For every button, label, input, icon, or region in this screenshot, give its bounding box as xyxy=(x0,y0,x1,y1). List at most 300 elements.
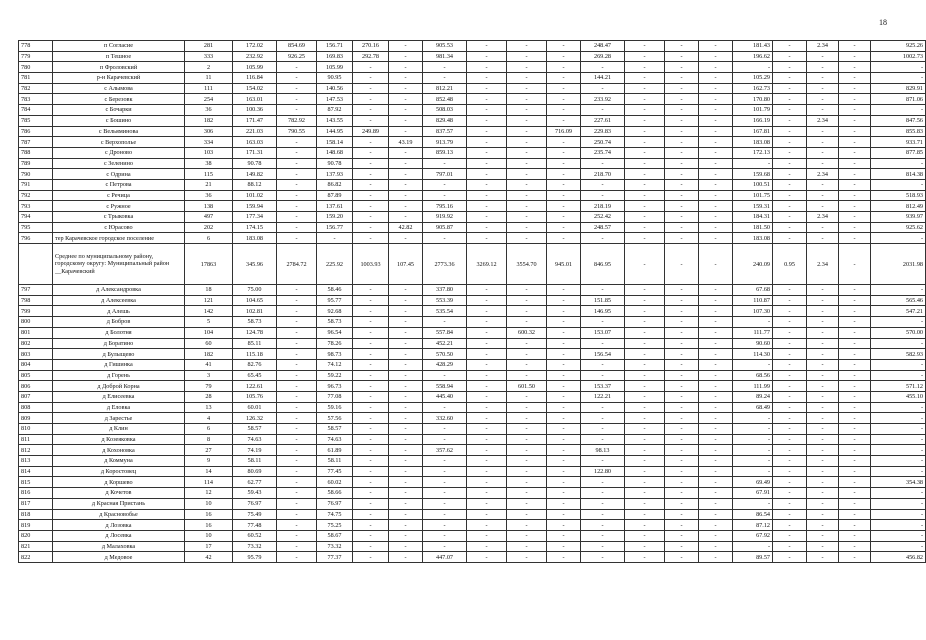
value-cell: - xyxy=(699,94,733,105)
value-cell: 167.81 xyxy=(733,126,773,137)
value-cell: - xyxy=(773,338,807,349)
value-cell: - xyxy=(625,233,665,244)
value-cell: 269.28 xyxy=(581,51,625,62)
value-cell: - xyxy=(807,530,839,541)
value-cell: - xyxy=(277,73,317,84)
table-row xyxy=(19,445,926,456)
value-cell: - xyxy=(389,530,423,541)
table-row xyxy=(19,370,926,381)
table-row xyxy=(19,509,926,520)
value-cell: - xyxy=(625,434,665,445)
value-cell: 790.55 xyxy=(277,126,317,137)
value-cell: - xyxy=(773,349,807,360)
value-cell: 142 xyxy=(185,306,233,317)
locality-name-cell: с Юрасово xyxy=(53,222,185,233)
value-cell: 121 xyxy=(185,295,233,306)
value-cell: - xyxy=(699,295,733,306)
value-cell: - xyxy=(547,137,581,148)
value-cell: - xyxy=(665,456,699,467)
locality-name-cell: д Красновобье xyxy=(53,509,185,520)
value-cell: - xyxy=(665,83,699,94)
value-cell: 814.38 xyxy=(871,169,926,180)
value-cell: 797.01 xyxy=(423,169,467,180)
value-cell: - xyxy=(389,158,423,169)
value-cell: - xyxy=(807,285,839,296)
value-cell: - xyxy=(773,402,807,413)
value-cell: 73.32 xyxy=(317,541,353,552)
value-cell: - xyxy=(507,349,547,360)
value-cell: - xyxy=(353,338,389,349)
value-cell: 85.11 xyxy=(233,338,277,349)
value-cell: - xyxy=(507,94,547,105)
value-cell: - xyxy=(277,62,317,73)
row-number-cell: 789 xyxy=(19,158,53,169)
value-cell: - xyxy=(807,381,839,392)
value-cell: - xyxy=(807,552,839,563)
value-cell: - xyxy=(353,541,389,552)
value-cell: - xyxy=(665,169,699,180)
value-cell: - xyxy=(699,62,733,73)
value-cell: 74.63 xyxy=(317,434,353,445)
value-cell: - xyxy=(665,370,699,381)
value-cell: - xyxy=(665,424,699,435)
value-cell: - xyxy=(871,530,926,541)
value-cell: - xyxy=(277,190,317,201)
locality-name-cell: с Дроново xyxy=(53,147,185,158)
value-cell: - xyxy=(467,83,507,94)
value-cell: - xyxy=(871,424,926,435)
table-row xyxy=(19,359,926,370)
value-cell: - xyxy=(665,402,699,413)
locality-name-cell: д Малаховка xyxy=(53,541,185,552)
value-cell: - xyxy=(773,552,807,563)
value-cell: - xyxy=(277,201,317,212)
value-cell: - xyxy=(277,285,317,296)
value-cell: 60 xyxy=(185,338,233,349)
locality-name-cell: с Вельяминова xyxy=(53,126,185,137)
value-cell: - xyxy=(581,105,625,116)
value-cell: 345.96 xyxy=(233,244,277,285)
locality-name-cell: д Зарестье xyxy=(53,413,185,424)
row-number-cell: 809 xyxy=(19,413,53,424)
value-cell: - xyxy=(665,115,699,126)
value-cell: 570.50 xyxy=(423,349,467,360)
value-cell: - xyxy=(389,295,423,306)
value-cell: - xyxy=(665,222,699,233)
value-cell: - xyxy=(277,338,317,349)
table-row xyxy=(19,126,926,137)
value-cell: - xyxy=(839,381,871,392)
table-row xyxy=(19,456,926,467)
value-cell: - xyxy=(507,222,547,233)
value-cell: - xyxy=(581,62,625,73)
locality-name-cell: д Алексеевка xyxy=(53,295,185,306)
value-cell: - xyxy=(733,413,773,424)
value-cell: 122.61 xyxy=(233,381,277,392)
value-cell: - xyxy=(277,498,317,509)
value-cell: - xyxy=(389,327,423,338)
value-cell: - xyxy=(871,456,926,467)
value-cell: - xyxy=(807,509,839,520)
value-cell: - xyxy=(699,359,733,370)
value-cell: - xyxy=(733,466,773,477)
value-cell: - xyxy=(839,466,871,477)
value-cell: 105.99 xyxy=(233,62,277,73)
value-cell: - xyxy=(467,190,507,201)
value-cell: 925.62 xyxy=(871,222,926,233)
value-cell: 905.87 xyxy=(423,222,467,233)
value-cell: - xyxy=(467,115,507,126)
value-cell: - xyxy=(353,520,389,531)
value-cell: 182 xyxy=(185,349,233,360)
value-cell: - xyxy=(839,434,871,445)
locality-name-cell: с Речица xyxy=(53,190,185,201)
value-cell: 156.77 xyxy=(317,222,353,233)
value-cell: - xyxy=(423,456,467,467)
value-cell: 74.19 xyxy=(233,445,277,456)
value-cell: - xyxy=(699,466,733,477)
value-cell: 235.74 xyxy=(581,147,625,158)
value-cell: 156.71 xyxy=(317,41,353,52)
value-cell: 41 xyxy=(185,359,233,370)
value-cell: - xyxy=(581,424,625,435)
value-cell: - xyxy=(871,179,926,190)
value-cell: - xyxy=(507,413,547,424)
locality-name-cell: д Клин xyxy=(53,424,185,435)
value-cell: - xyxy=(389,402,423,413)
value-cell: - xyxy=(581,402,625,413)
value-cell: 221.03 xyxy=(233,126,277,137)
value-cell: - xyxy=(665,126,699,137)
row-number-cell: 781 xyxy=(19,73,53,84)
row-number-cell: 790 xyxy=(19,169,53,180)
value-cell: 58.46 xyxy=(317,285,353,296)
value-cell: - xyxy=(665,190,699,201)
value-cell: - xyxy=(839,424,871,435)
value-cell: - xyxy=(733,158,773,169)
value-cell: 57.56 xyxy=(317,413,353,424)
value-cell: - xyxy=(625,488,665,499)
value-cell: - xyxy=(547,212,581,223)
value-cell: 877.85 xyxy=(871,147,926,158)
value-cell: - xyxy=(353,413,389,424)
value-cell: 60.02 xyxy=(317,477,353,488)
value-cell: 2.34 xyxy=(807,169,839,180)
value-cell: - xyxy=(839,541,871,552)
value-cell: 96.54 xyxy=(317,327,353,338)
value-cell: - xyxy=(773,498,807,509)
value-cell: - xyxy=(507,212,547,223)
value-cell: - xyxy=(547,327,581,338)
row-number-cell: 796 xyxy=(19,233,53,244)
row-number-cell: 802 xyxy=(19,338,53,349)
row-number-cell: 788 xyxy=(19,147,53,158)
value-cell: - xyxy=(389,466,423,477)
value-cell: 18 xyxy=(185,285,233,296)
value-cell: 332.60 xyxy=(423,413,467,424)
value-cell: - xyxy=(581,498,625,509)
value-cell: - xyxy=(353,498,389,509)
value-cell: 270.16 xyxy=(353,41,389,52)
value-cell: 829.91 xyxy=(871,83,926,94)
value-cell: - xyxy=(507,541,547,552)
value-cell: - xyxy=(699,285,733,296)
value-cell: - xyxy=(467,41,507,52)
value-cell: - xyxy=(665,41,699,52)
value-cell: - xyxy=(699,349,733,360)
value-cell: 11 xyxy=(185,73,233,84)
value-cell: 926.25 xyxy=(277,51,317,62)
value-cell: - xyxy=(807,83,839,94)
value-cell: - xyxy=(839,327,871,338)
value-cell: - xyxy=(839,413,871,424)
value-cell: - xyxy=(277,327,317,338)
value-cell: - xyxy=(277,137,317,148)
value-cell: 159.68 xyxy=(733,169,773,180)
value-cell: - xyxy=(507,306,547,317)
value-cell: - xyxy=(467,222,507,233)
value-cell: - xyxy=(699,169,733,180)
value-cell: - xyxy=(389,338,423,349)
value-cell: - xyxy=(807,73,839,84)
value-cell: - xyxy=(625,62,665,73)
value-cell: - xyxy=(625,391,665,402)
value-cell: - xyxy=(547,520,581,531)
value-cell: - xyxy=(467,338,507,349)
value-cell: - xyxy=(467,349,507,360)
value-cell: - xyxy=(665,62,699,73)
value-cell: - xyxy=(871,434,926,445)
value-cell: - xyxy=(467,477,507,488)
value-cell: - xyxy=(547,466,581,477)
locality-name-cell: п Фроловский xyxy=(53,62,185,73)
value-cell: 87.89 xyxy=(317,190,353,201)
value-cell: - xyxy=(277,509,317,520)
value-cell: - xyxy=(773,391,807,402)
value-cell: - xyxy=(353,62,389,73)
value-cell: 447.07 xyxy=(423,552,467,563)
value-cell: - xyxy=(807,466,839,477)
value-cell: - xyxy=(665,137,699,148)
value-cell: - xyxy=(839,456,871,467)
row-number-cell: 811 xyxy=(19,434,53,445)
value-cell: 75.25 xyxy=(317,520,353,531)
value-cell: - xyxy=(839,338,871,349)
value-cell: - xyxy=(507,466,547,477)
value-cell: 10 xyxy=(185,498,233,509)
value-cell: 102.81 xyxy=(233,306,277,317)
value-cell: - xyxy=(353,424,389,435)
value-cell: - xyxy=(389,147,423,158)
row-number-cell: 782 xyxy=(19,83,53,94)
value-cell: - xyxy=(467,391,507,402)
value-cell: - xyxy=(665,520,699,531)
value-cell: - xyxy=(699,520,733,531)
value-cell: - xyxy=(547,402,581,413)
value-cell: 13 xyxy=(185,402,233,413)
value-cell: 58.11 xyxy=(233,456,277,467)
locality-name-cell: д Козеяковка xyxy=(53,434,185,445)
value-cell: - xyxy=(665,530,699,541)
value-cell: 79 xyxy=(185,381,233,392)
value-cell: - xyxy=(773,126,807,137)
value-cell: 571.12 xyxy=(871,381,926,392)
value-cell: - xyxy=(467,233,507,244)
value-cell: - xyxy=(773,41,807,52)
value-cell: 14 xyxy=(185,466,233,477)
value-cell: - xyxy=(773,169,807,180)
value-cell: - xyxy=(277,456,317,467)
value-cell: - xyxy=(353,158,389,169)
value-cell: - xyxy=(277,520,317,531)
value-cell: - xyxy=(467,445,507,456)
value-cell: - xyxy=(699,327,733,338)
value-cell: - xyxy=(581,83,625,94)
value-cell: 75.49 xyxy=(233,509,277,520)
value-cell: - xyxy=(277,317,317,328)
value-cell: - xyxy=(547,158,581,169)
value-cell: - xyxy=(389,62,423,73)
row-number-cell: 814 xyxy=(19,466,53,477)
row-number-cell: 795 xyxy=(19,222,53,233)
row-number-cell: 787 xyxy=(19,137,53,148)
value-cell: 170.80 xyxy=(733,94,773,105)
value-cell: - xyxy=(773,359,807,370)
value-cell: - xyxy=(389,498,423,509)
value-cell: - xyxy=(423,179,467,190)
value-cell: - xyxy=(665,285,699,296)
value-cell: - xyxy=(547,413,581,424)
value-cell: - xyxy=(665,327,699,338)
table-row xyxy=(19,105,926,116)
value-cell: - xyxy=(871,73,926,84)
value-cell: - xyxy=(625,477,665,488)
value-cell: - xyxy=(839,41,871,52)
value-cell: 86.54 xyxy=(733,509,773,520)
value-cell: - xyxy=(773,190,807,201)
locality-name-cell: д Боратино xyxy=(53,338,185,349)
value-cell: - xyxy=(839,552,871,563)
value-cell: - xyxy=(807,477,839,488)
table-row xyxy=(19,381,926,392)
value-cell: - xyxy=(773,137,807,148)
value-cell: - xyxy=(871,488,926,499)
value-cell: 38 xyxy=(185,158,233,169)
value-cell: - xyxy=(547,190,581,201)
value-cell: - xyxy=(871,105,926,116)
locality-name-cell: с Трыковка xyxy=(53,212,185,223)
table-row xyxy=(19,73,926,84)
value-cell: - xyxy=(773,434,807,445)
value-cell: 159.20 xyxy=(317,212,353,223)
locality-name-cell: п Согласие xyxy=(53,41,185,52)
table-row xyxy=(19,413,926,424)
value-cell: 107.45 xyxy=(389,244,423,285)
value-cell: - xyxy=(839,137,871,148)
value-cell: - xyxy=(665,509,699,520)
value-cell: - xyxy=(625,201,665,212)
value-cell: 933.71 xyxy=(871,137,926,148)
value-cell: - xyxy=(807,62,839,73)
value-cell: - xyxy=(389,190,423,201)
row-number-cell: 813 xyxy=(19,456,53,467)
value-cell: - xyxy=(389,349,423,360)
value-cell: - xyxy=(277,445,317,456)
value-cell: - xyxy=(389,73,423,84)
value-cell: - xyxy=(733,498,773,509)
value-cell: - xyxy=(547,51,581,62)
value-cell: - xyxy=(423,370,467,381)
value-cell: - xyxy=(699,212,733,223)
value-cell: - xyxy=(389,126,423,137)
row-number-cell: 801 xyxy=(19,327,53,338)
value-cell: - xyxy=(839,212,871,223)
value-cell: - xyxy=(317,233,353,244)
value-cell: 67.91 xyxy=(733,488,773,499)
value-cell: 1002.73 xyxy=(871,51,926,62)
value-cell: - xyxy=(625,445,665,456)
value-cell: - xyxy=(389,370,423,381)
value-cell: - xyxy=(665,434,699,445)
value-cell: - xyxy=(389,488,423,499)
value-cell: 163.03 xyxy=(233,137,277,148)
value-cell: 357.62 xyxy=(423,445,467,456)
value-cell: 98.13 xyxy=(581,445,625,456)
value-cell: 925.26 xyxy=(871,41,926,52)
value-cell: - xyxy=(581,179,625,190)
value-cell: - xyxy=(665,51,699,62)
value-cell: - xyxy=(423,434,467,445)
locality-name-cell: с Березовк xyxy=(53,94,185,105)
value-cell: - xyxy=(547,147,581,158)
value-cell: - xyxy=(277,179,317,190)
value-cell: - xyxy=(389,115,423,126)
value-cell: 67.92 xyxy=(733,530,773,541)
locality-name-cell: д Лозовка xyxy=(53,520,185,531)
value-cell: 3269.12 xyxy=(467,244,507,285)
value-cell: 9 xyxy=(185,456,233,467)
table-row xyxy=(19,62,926,73)
value-cell: - xyxy=(467,552,507,563)
value-cell: - xyxy=(733,434,773,445)
value-cell: - xyxy=(665,338,699,349)
value-cell: 115.18 xyxy=(233,349,277,360)
value-cell: 306 xyxy=(185,126,233,137)
row-number-cell: 794 xyxy=(19,212,53,223)
value-cell: - xyxy=(665,466,699,477)
value-cell: 59.43 xyxy=(233,488,277,499)
value-cell: - xyxy=(353,83,389,94)
value-cell: 945.01 xyxy=(547,244,581,285)
locality-name-cell: д Красная Пристань xyxy=(53,498,185,509)
value-cell: - xyxy=(733,541,773,552)
value-cell: 111 xyxy=(185,83,233,94)
value-cell: 62.77 xyxy=(233,477,277,488)
row-number-cell: 810 xyxy=(19,424,53,435)
value-cell: - xyxy=(807,201,839,212)
value-cell: - xyxy=(807,295,839,306)
value-cell: - xyxy=(507,295,547,306)
locality-name-cell: д Кочетов xyxy=(53,488,185,499)
value-cell: 158.14 xyxy=(317,137,353,148)
value-cell: - xyxy=(773,212,807,223)
value-cell: - xyxy=(871,359,926,370)
value-cell: - xyxy=(699,317,733,328)
value-cell: - xyxy=(507,73,547,84)
value-cell: - xyxy=(773,62,807,73)
value-cell: 151.85 xyxy=(581,295,625,306)
row-number-cell: 818 xyxy=(19,509,53,520)
